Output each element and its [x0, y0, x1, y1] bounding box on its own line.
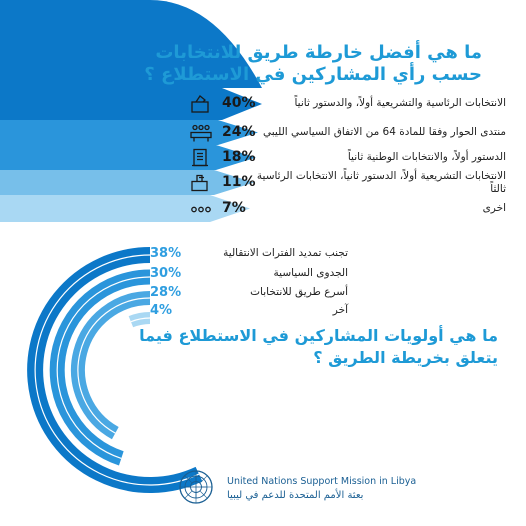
ring-category-label: أسرع طريق للانتخابات [250, 286, 348, 298]
org-name-arabic: بعثة الأمم المتحدة للدعم في ليبيا [227, 490, 364, 501]
bar-value-label: 11% [222, 173, 256, 190]
ring-value-label: 4% [150, 303, 173, 318]
top-title-line2: حسب رأي المشاركين في الاستطلاع ؟ [144, 64, 482, 85]
bar-category-label: اخرى [482, 201, 506, 214]
ring-category-label: الجدوى السياسية [273, 267, 348, 279]
ring-value-label: 28% [150, 285, 182, 300]
bar-category-label: الدستور أولاً، والانتخابات الوطنية ثانياً [347, 150, 506, 163]
un-emblem-icon [180, 471, 212, 503]
bar-category-label: الانتخابات التشريعية أولاً، الدستور ثانياً، الانتخابات الرئاسية ثالثاً [256, 169, 506, 195]
bar-category-label: الانتخابات الرئاسية والتشريعية أولاً، والدستور ثانياً [294, 97, 506, 109]
bar-value-label: 24% [222, 123, 256, 140]
bottom-title-line2: يتعلق بخريطة الطريق ؟ [313, 348, 498, 367]
ring-category-label: آخر [332, 304, 348, 316]
bar-category-label: منتدى الحوار وفقا للمادة 64 من الاتفاق السياسي الليبي [263, 125, 506, 138]
emblem-spoke [200, 491, 207, 498]
bar-value-label: 18% [222, 148, 256, 165]
bar-value-label: 40% [222, 95, 256, 111]
top-title-line1: ما هي أفضل خارطة طريق للانتخابات [155, 42, 482, 63]
ring-value-label: 38% [150, 246, 182, 261]
bar-value-label: 7% [222, 199, 246, 216]
bottom-title-line1: ما هي أولويات المشاركين في الاستطلاع فيما [139, 326, 498, 345]
ring-category-label: تجنب تمديد الفترات الانتقالية [223, 247, 348, 259]
emblem-spoke [185, 491, 192, 498]
org-name-english: United Nations Support Mission in Libya [227, 476, 417, 487]
ring-value-label: 30% [150, 266, 182, 281]
